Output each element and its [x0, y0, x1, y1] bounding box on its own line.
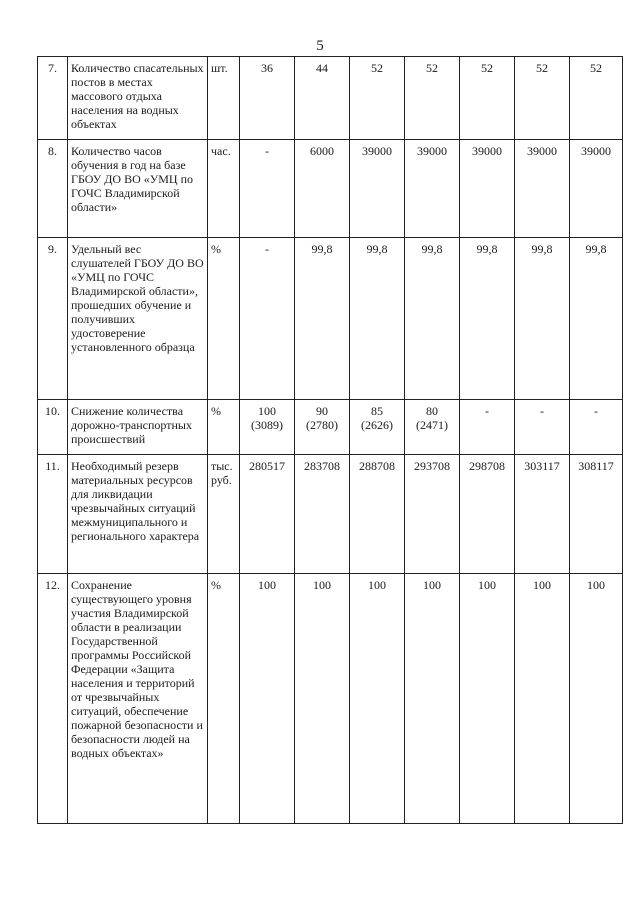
row-number: 12.	[38, 574, 68, 824]
indicator-unit: %	[208, 238, 240, 400]
unit-line: тыс.	[211, 459, 233, 473]
table-row	[38, 140, 623, 238]
value-cell: 99,8	[295, 238, 350, 400]
value-cell: 280517	[240, 455, 295, 574]
value-cell: 100	[460, 574, 515, 824]
row-number: 10.	[38, 400, 68, 455]
value-cell: 52	[460, 57, 515, 140]
value-main: 85	[371, 404, 383, 418]
value-cell: 99,8	[405, 238, 460, 400]
value-cell: 39000	[405, 140, 460, 238]
value-cell: 293708	[405, 455, 460, 574]
value-main: 90	[316, 404, 328, 418]
indicator-name: Количество часов обучения в год на базе ГБОУ ДО ВО «УМЦ по ГОЧС Владимирской области»	[68, 140, 208, 238]
value-sub: (2780)	[306, 418, 338, 432]
value-cell: 99,8	[570, 238, 623, 400]
value-sub: (2626)	[361, 418, 393, 432]
value-cell: 52	[405, 57, 460, 140]
indicator-name: Снижение количества дорожно-транспортных происшествий	[68, 400, 208, 455]
value-cell: 36	[240, 57, 295, 140]
value-cell: 52	[350, 57, 405, 140]
value-cell: 100	[515, 574, 570, 824]
value-cell: 99,8	[460, 238, 515, 400]
value-cell: 100	[350, 574, 405, 824]
value-cell: 100	[295, 574, 350, 824]
value-cell: 283708	[295, 455, 350, 574]
table-row	[38, 400, 623, 455]
indicator-name: Необходимый резерв материальных ресурсов для ликвидации чрезвычайных ситуаций межмуниципального и регионального характера	[68, 455, 208, 574]
value-cell: 6000	[295, 140, 350, 238]
value-cell: 52	[570, 57, 623, 140]
value-cell: -	[570, 400, 623, 455]
table-row	[38, 238, 623, 400]
value-cell: 100	[240, 574, 295, 824]
value-cell: 44	[295, 57, 350, 140]
value-cell: 99,8	[350, 238, 405, 400]
indicator-unit: час.	[208, 140, 240, 238]
value-cell: 298708	[460, 455, 515, 574]
table-row	[38, 455, 623, 574]
value-cell: -	[515, 400, 570, 455]
indicator-name: Удельный вес слушателей ГБОУ ДО ВО «УМЦ по ГОЧС Владимирской области», прошедших обучение и получивших удостоверение установленного образца	[68, 238, 208, 400]
indicator-unit: шт.	[208, 57, 240, 140]
value-cell: 288708	[350, 455, 405, 574]
value-cell	[350, 400, 405, 455]
indicator-name: Сохранение существующего уровня участия Владимирской области в реализации Государственной программы Российской Федерации «Защита населения и территорий от чрезвычайных ситуаций, обеспечение пожарной безопасности и безопасности людей на водных объектах»	[68, 574, 208, 824]
value-cell: 52	[515, 57, 570, 140]
value-sub: (2471)	[416, 418, 448, 432]
value-cell: 308117	[570, 455, 623, 574]
row-number: 9.	[38, 238, 68, 400]
value-main: 100	[258, 404, 276, 418]
indicator-unit: %	[208, 574, 240, 824]
value-cell	[405, 400, 460, 455]
value-cell	[240, 400, 295, 455]
value-cell: -	[460, 400, 515, 455]
table-row	[38, 574, 623, 824]
indicators-table	[37, 56, 623, 824]
row-number: 11.	[38, 455, 68, 574]
value-cell: -	[240, 140, 295, 238]
value-cell: 99,8	[515, 238, 570, 400]
value-cell: 303117	[515, 455, 570, 574]
value-cell: -	[240, 238, 295, 400]
indicator-name: Количество спасательных постов в местах массового отдыха населения на водных объектах	[68, 57, 208, 140]
value-cell: 39000	[350, 140, 405, 238]
unit-line: руб.	[211, 473, 232, 487]
value-cell: 39000	[515, 140, 570, 238]
row-number: 8.	[38, 140, 68, 238]
value-sub: (3089)	[251, 418, 283, 432]
value-cell: 100	[570, 574, 623, 824]
value-cell: 39000	[460, 140, 515, 238]
indicator-unit: %	[208, 400, 240, 455]
table-row	[38, 57, 623, 140]
value-cell: 39000	[570, 140, 623, 238]
value-cell	[295, 400, 350, 455]
row-number: 7.	[38, 57, 68, 140]
value-main: 80	[426, 404, 438, 418]
value-cell: 100	[405, 574, 460, 824]
page-number: 5	[316, 38, 324, 54]
indicator-unit	[208, 455, 240, 574]
